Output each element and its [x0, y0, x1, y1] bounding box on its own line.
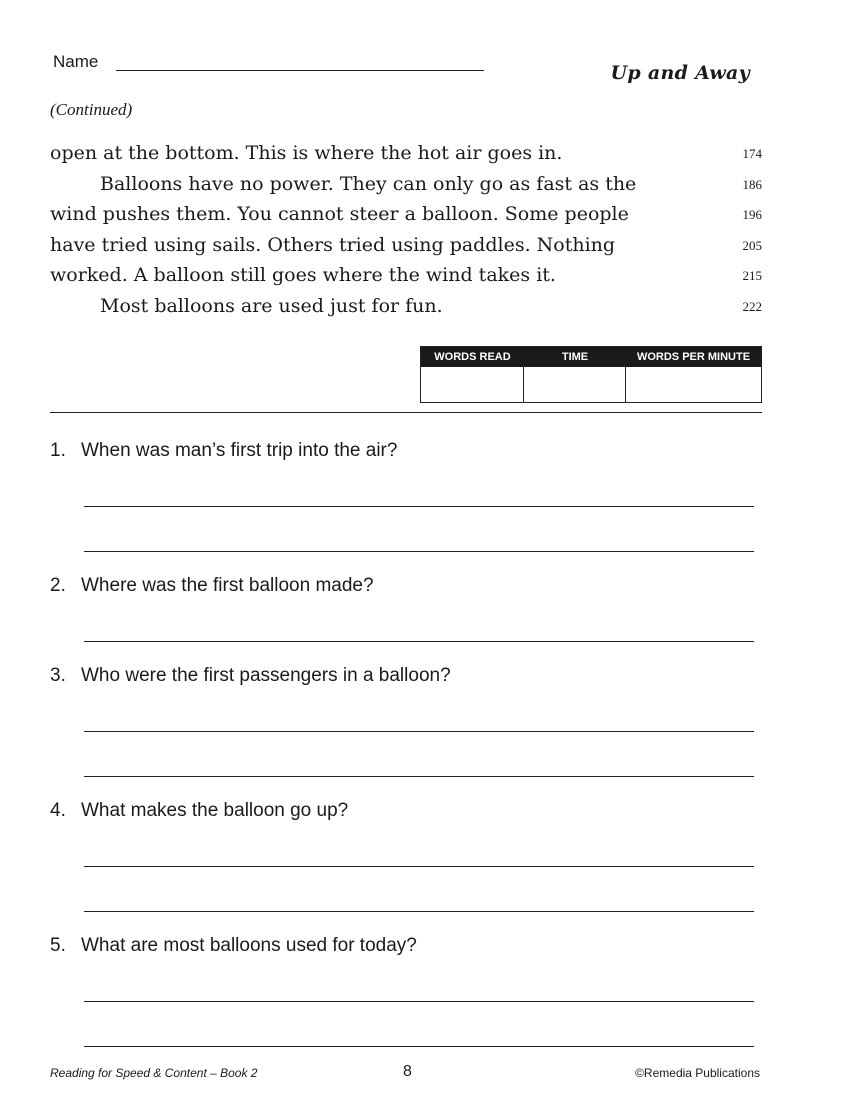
section-divider — [50, 412, 762, 413]
question-text: Where was the first balloon made? — [81, 575, 374, 596]
continued-label: (Continued) — [50, 100, 133, 119]
words-read-header: WORDS READ — [434, 351, 511, 363]
answer-line[interactable] — [84, 1046, 754, 1047]
words-per-minute-cell[interactable] — [626, 367, 761, 402]
words-read-cell[interactable] — [421, 367, 524, 402]
question-text: What are most balloons used for today? — [81, 935, 417, 956]
answer-line[interactable] — [84, 506, 754, 507]
footer-book-title: Reading for Speed & Content – Book 2 — [50, 1066, 258, 1080]
name-label: Name — [53, 52, 99, 71]
footer-publisher: ©Remedia Publications — [635, 1066, 760, 1080]
passage-line-text: worked. A balloon still goes where the wind takes it. — [50, 264, 556, 286]
answer-line[interactable] — [84, 731, 754, 732]
words-per-minute-header: WORDS PER MINUTE — [636, 351, 751, 363]
passage-line — [50, 142, 762, 172]
passage-line-text: Balloons have no power. They can only go as fast as the — [100, 172, 637, 195]
question-text: What makes the balloon go up? — [81, 800, 349, 821]
question-text: Who were the first passengers in a balloon? — [81, 665, 451, 686]
passage-line — [50, 203, 762, 233]
passage-line — [50, 173, 762, 203]
answer-line[interactable] — [84, 911, 754, 912]
passage-line — [50, 264, 762, 294]
passage-line-text: wind pushes them. You cannot steer a balloon. Some people — [50, 203, 629, 225]
answer-line[interactable] — [84, 866, 754, 867]
question-3 — [50, 665, 451, 687]
word-count: 196 — [742, 207, 762, 222]
word-count: 186 — [742, 176, 762, 192]
passage-line — [50, 295, 762, 325]
passage-line — [50, 234, 762, 264]
answer-line[interactable] — [84, 641, 754, 642]
word-count: 222 — [742, 298, 762, 314]
reading-speed-table — [420, 346, 762, 403]
question-1 — [50, 440, 397, 462]
word-count: 215 — [742, 268, 762, 283]
passage-line-text: have tried using sails. Others tried using paddles. Nothing — [50, 233, 616, 256]
name-field-line[interactable] — [116, 70, 484, 71]
worksheet-title: Up and Away — [610, 62, 750, 84]
reading-speed-table-row — [421, 367, 761, 402]
question-5 — [50, 935, 417, 957]
time-header: TIME — [561, 351, 589, 363]
reading-speed-table-header — [421, 347, 761, 367]
answer-line[interactable] — [84, 1001, 754, 1002]
question-text: When was man’s first trip into the air? — [81, 440, 398, 461]
passage-line-text: Most balloons are used just for fun. — [100, 294, 443, 317]
word-count: 205 — [742, 237, 762, 253]
passage-line-text: open at the bottom. This is where the hot air goes in. — [50, 142, 563, 164]
question-number: 3. — [50, 665, 66, 686]
question-2 — [50, 575, 374, 597]
time-cell[interactable] — [524, 367, 626, 402]
page-number: 8 — [403, 1063, 412, 1080]
question-number: 1. — [50, 440, 66, 461]
question-number: 2. — [50, 575, 66, 596]
answer-line[interactable] — [84, 776, 754, 777]
answer-line[interactable] — [84, 551, 754, 552]
question-number: 4. — [50, 800, 66, 821]
question-4 — [50, 800, 348, 822]
question-number: 5. — [50, 935, 66, 956]
word-count: 174 — [742, 146, 762, 161]
